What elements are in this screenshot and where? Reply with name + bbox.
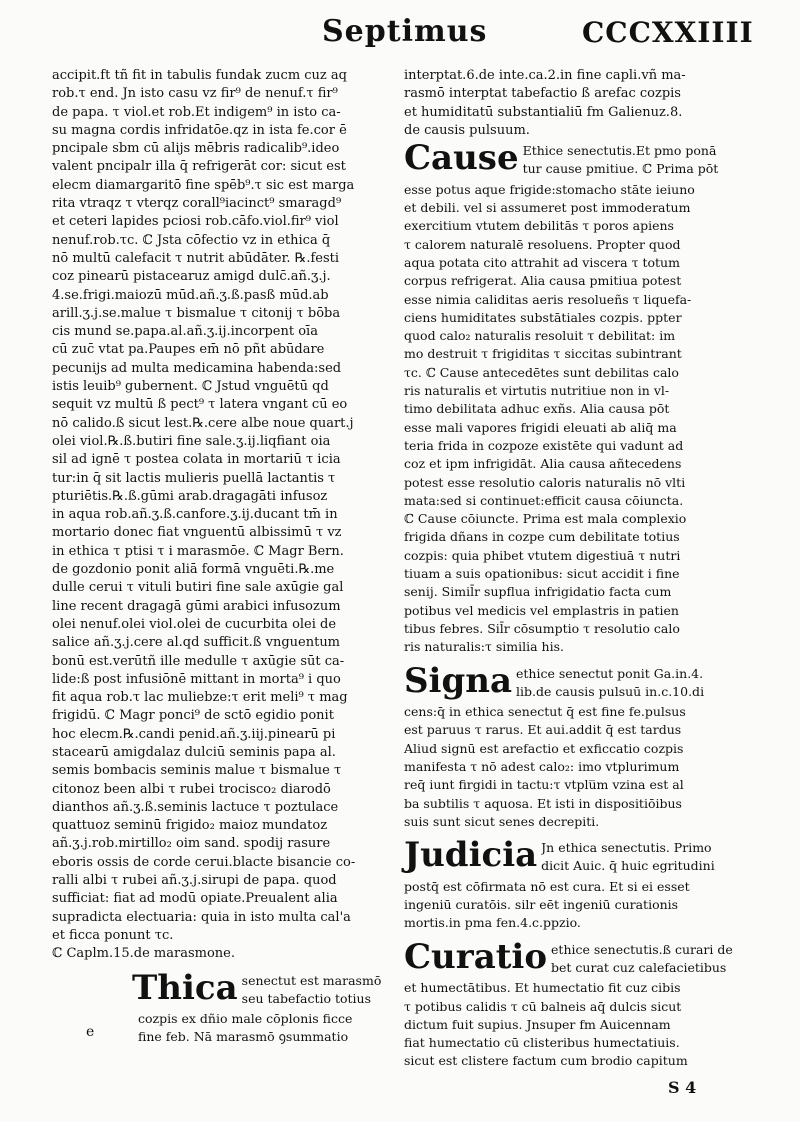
text-line: de papa. τ viol.et rob.Et indigem⁹ in isto ca- — [52, 104, 341, 120]
text-line: et humectātibus. Et humectatio fit cuz cibis — [404, 980, 681, 996]
section-lines — [242, 972, 394, 1009]
text-line: sequit vz multū ß pect⁹ τ latera vngant cū eo — [52, 397, 348, 413]
text-line: 4.se.frigi.maiozū mūd.añ.ʒ.ß.pasß mūd.ab — [52, 287, 329, 303]
section-lines — [516, 665, 758, 702]
text-line: sufficiat: fiat ad modū opiate.Preualent alia — [52, 891, 338, 907]
text-line: req̄ iunt firgidi in tactu:τ vtplu̅m vzina est al — [404, 777, 684, 793]
text-line: esse potus aque frigide:stomacho stāte ieiuno — [404, 181, 695, 197]
text-line: line recent dragagā gūmi arabici infusozum — [52, 598, 341, 614]
text-line: senectut est marasmō — [241, 972, 382, 988]
text-line: valent pncipalr illa q̄ refrigerāt cor: sicut est — [52, 159, 346, 175]
margin-mark: e — [86, 1024, 95, 1040]
text-line: Jn ethica senectutis. Primo — [541, 840, 712, 856]
text-line: su magna cordis infridatōe.qz in ista fe.cor ē — [52, 122, 347, 138]
text-line: tiuam a suis opationibus: sicut accidit i fine — [404, 566, 680, 582]
text-line: nō multū calefacit τ nutrit abūdāter. ℞.festi — [52, 250, 340, 266]
text-line: mortis.in pma fen.4.c.ppzio. — [404, 915, 581, 931]
text-line: interptat.6.de inte.ca.2.in fine capli.vñ ma- — [404, 68, 686, 83]
text-line: et humiditatū substantialiū fm Galienuz.8. — [404, 104, 683, 120]
text-line: frigidū. ℂ Magr ponci⁹ de sctō egidio ponit — [52, 708, 334, 724]
text-line: lib.de causis pulsuū in.c.10.di — [516, 683, 705, 699]
text-line: sicut est clistere factum cum brodio capitum — [404, 1053, 688, 1069]
text-line: sil ad ignē τ postea colata in mortariū τ icia — [52, 452, 341, 468]
section-initial: Judicia — [404, 835, 538, 876]
text-line: seu tabefactio totius — [241, 990, 372, 1006]
text-line: rob.τ end. Jn isto casu vz fir⁹ de nenuf.τ fir⁹ — [52, 86, 338, 102]
text-line: teria frida in cozpoze existēte qui vadunt ad — [404, 437, 684, 453]
text-line: manifesta τ nō adest calo₂: imo vtplurimum — [404, 758, 680, 774]
text-line: semis bombacis seminis malue τ bismalue τ — [52, 763, 342, 779]
text-line: tur:in q̄ sit lactis mulieris puellā lactantis τ — [52, 470, 336, 486]
section-thica-continuation — [138, 1010, 394, 1047]
section-initial: Thica — [132, 967, 238, 1008]
section-cause — [404, 138, 758, 179]
text-line: potibus vel medicis vel emplastris in patien — [404, 602, 679, 618]
section-initial: Cause — [404, 138, 519, 179]
text-line: quattuoz seminū frigido₂ maioz mundatoz — [52, 818, 328, 834]
text-line: accipit.ft tñ fit in tabulis fundak zucm cuz aq — [52, 68, 347, 83]
text-line: suis sunt sicut senes decrepiti. — [404, 813, 600, 829]
text-line: mo destruit τ frigiditas τ siccitas subintrant — [404, 346, 682, 362]
text-line: pecunijs ad multa medicamina habenda:sed — [52, 360, 342, 376]
text-line: nenuf.rob.τc. ℂ Jsta cōfectio vz in ethica q̄ — [52, 232, 331, 248]
text-line: tur cause pmitiue. ℂ Prima pōt — [522, 161, 719, 177]
text-line: de gozdonio ponit aliā formā vnguēti.℞.me — [52, 562, 335, 578]
text-line: mata:sed si continuet:efficit causa cōiuncta. — [404, 492, 684, 508]
section-cause-body — [404, 181, 758, 657]
text-line: olei nenuf.olei viol.olei de cucurbita olei de — [52, 616, 337, 632]
text-line: ciens humiditates substātiales cozpis. ppter — [404, 309, 682, 325]
text-line: bet curat cuz calefacietibus — [551, 959, 727, 975]
text-line: dictum fuit supius. Jnsuper fm Auicennam — [404, 1016, 671, 1032]
text-line: esse mali vapores frigidi eleuati ab aliq̄ ma — [404, 419, 677, 435]
text-line: dicit Auic. q̄ huic egritudini — [541, 858, 715, 874]
text-line: quod calo₂ naturalis resoluit τ debilitat: im — [404, 328, 676, 344]
text-line: fiat humectatio cū clisteribus humectatiuis. — [404, 1035, 680, 1051]
folio-number: CCCXXIIII — [582, 16, 754, 49]
text-line: ris naturalis et virtutis nutritiue non in vl- — [404, 383, 670, 399]
text-line: ℂ Cause cōiuncte. Prima est mala complexio — [404, 511, 687, 527]
text-line: senij. Simil̄r supflua infrigidatio facta cum — [404, 584, 672, 600]
text-line: rasmō interptat tabefactio ß arefac cozpis — [404, 86, 681, 102]
text-line: in ethica τ ptisi τ i marasmōe. ℂ Magr Bern. — [52, 543, 344, 559]
section-signa — [404, 660, 758, 702]
text-line: bonū est.verūtñ ille medulle τ axūgie sūt ca- — [52, 653, 345, 669]
text-line: in aqua rob.añ.ʒ.ß.canfore.ʒ.ij.ducant tm̄ in — [52, 507, 338, 523]
text-line: cozpis: quia phibet vtutem digestiuā τ nutri — [404, 547, 681, 563]
text-line: postq̄ est cōfirmata nō est cura. Et si ei esset — [404, 878, 690, 894]
section-curatio-body — [404, 979, 758, 1070]
section-initial: Curatio — [404, 936, 548, 977]
section-signa-body — [404, 703, 758, 831]
text-line: est paruus τ rarus. Et aui.addit q̄ est tardus — [404, 722, 682, 738]
text-line: ris naturalis:τ similia his. — [404, 639, 564, 655]
text-line: cozpis ex dñio male cōplonis ficce — [138, 1011, 353, 1027]
text-line: fine feb. Nā marasmō ꝯsummatio — [138, 1029, 349, 1045]
section-lines — [541, 839, 758, 876]
text-line: Aliud signū est arefactio et exficcatio cozpis — [404, 740, 684, 756]
text-line: pturiētis.℞.ß.gūmi arab.dragagāti infusoz — [52, 488, 328, 504]
text-line: et debili. vel si assumeret post immoderatum — [404, 200, 691, 216]
text-line: esse nimia caliditas aeris resolueñs τ liquefa- — [404, 291, 692, 307]
text-line: ingeniū curatōis. silr eēt ingeniū curationis — [404, 897, 679, 913]
text-line: cens:q̄ in ethica senectut q̄ est fine fe.pulsus — [404, 704, 686, 720]
text-line: exercitium vtutem debilitās τ poros apiens — [404, 218, 674, 234]
text-line: cū zuc̄ vtat pa.Paupes em̄ nō pñt abūdare — [52, 342, 325, 358]
chapter-heading: ℂ Caplm.15.de marasmone. — [52, 946, 236, 962]
text-line: citonoz been albi τ rubei trocisco₂ diarodō — [52, 781, 331, 797]
text-line: hoc elecm.℞.candi penid.añ.ʒ.iij.pinearū pi — [52, 726, 336, 742]
text-line: dulle cerui τ vituli butiri fine sale axūgie gal — [52, 580, 344, 596]
left-column — [52, 67, 394, 1047]
section-lines — [551, 941, 758, 978]
section-judicia — [404, 835, 758, 876]
text-line: eboris ossis de corde cerui.blacte bisancie co- — [52, 854, 356, 870]
text-line: corpus refrigerat. Alia causa pmitiua potest — [404, 273, 682, 289]
left-body — [52, 67, 394, 964]
text-line: τ potibus calidis τ cū balneis aq̄ dulcis sicut — [404, 998, 682, 1014]
text-line: aqua potata cito attrahit ad viscera τ totum — [404, 254, 680, 270]
text-line: stacearū amigdalaz dulciū seminis papa al. — [52, 744, 336, 760]
section-curatio — [404, 936, 758, 978]
text-line: ethice senectutis.ß curari de — [551, 941, 733, 957]
right-column — [404, 67, 758, 1071]
text-line: τc. ℂ Cause antecedētes sunt debilitas calo — [404, 364, 679, 380]
text-line: arill.ʒ.j.se.malue τ bismalue τ citonij τ bōba — [52, 305, 341, 321]
text-line: coz et ipm infrigidāt. Alia causa añtecedens — [404, 456, 682, 472]
text-line: timo debilitata adhuc exñs. Alia causa pōt — [404, 401, 670, 417]
text-line: coz pinearū pistacearuz amigd dulc̄.añ.ʒ.j. — [52, 269, 331, 285]
text-line: frigida dñans in cozpe cum debilitate totius — [404, 529, 680, 545]
text-line: et ceteri lapides pciosi rob.cāfo.viol.fir⁹ viol — [52, 214, 339, 230]
text-line: cis mund se.papa.al.añ.ʒ.ij.incorpent oīa — [52, 324, 318, 340]
text-line: supradicta electuaria: quia in isto multa cal'a — [52, 909, 351, 925]
text-line: dianthos añ.ʒ.ß.seminis lactuce τ poztulace — [52, 799, 339, 815]
text-line: mortario donec fiat vnguentū albissimū τ vz — [52, 525, 342, 541]
text-line: τ calorem naturalē resoluens. Propter quod — [404, 236, 681, 252]
text-line: olei viol.℞.ß.butiri fine sale.ʒ.ij.liqfiant oia — [52, 433, 331, 449]
text-line: pncipale sbm cū alijs mēbris radicalib⁹.ideo — [52, 141, 340, 157]
text-line: ethice senectut ponit Ga.in.4. — [516, 665, 704, 681]
text-line: salice añ.ʒ.j.cere al.qd sufficit.ß vnguentum — [52, 635, 341, 651]
text-line: Ethice senectutis.Et pmo ponā — [522, 143, 717, 159]
section-judicia-body — [404, 878, 758, 933]
text-line: ba subtilis τ aquosa. Et isti in dispositiōibus — [404, 795, 682, 811]
text-line: istis leuib⁹ gubernent. ℂ Jstud vnguētū qd — [52, 379, 329, 395]
text-line: et ficca ponunt τc. — [52, 927, 174, 943]
text-line: potest esse resolutio caloris naturalis nō vlti — [404, 474, 686, 490]
text-line: de causis pulsuum. — [404, 122, 530, 138]
text-line: ralli albi τ rubei añ.ʒ.j.sirupi de papa. quod — [52, 873, 337, 889]
section-initial: Signa — [404, 660, 512, 701]
text-line: nō calido.ß sicut lest.℞.cere albe noue quart.j — [52, 415, 354, 431]
text-line: lide:ß post infusiōnē mittant in morta⁹ i quo — [52, 671, 341, 687]
text-line: rita vtraqz τ vterqz corall⁹iacinct⁹ smaragd⁹ — [52, 196, 342, 212]
text-line: elecm diamargaritō fine spēb⁹.τ sic est marga — [52, 177, 355, 193]
right-intro — [404, 67, 758, 140]
text-line: añ.ʒ.j.rob.mirtillo₂ oim sand. spodij rasure — [52, 836, 331, 852]
text-line: fit aqua rob.τ lac muliebze:τ erit meli⁹ τ mag — [52, 690, 348, 706]
text-line: tibus febres. Sil̄r cōsumptio τ resolutio calo — [404, 620, 680, 636]
signature-mark: S 4 — [668, 1078, 697, 1097]
section-thica — [132, 967, 394, 1009]
section-lines — [523, 142, 758, 179]
running-title: Septimus — [322, 14, 488, 49]
